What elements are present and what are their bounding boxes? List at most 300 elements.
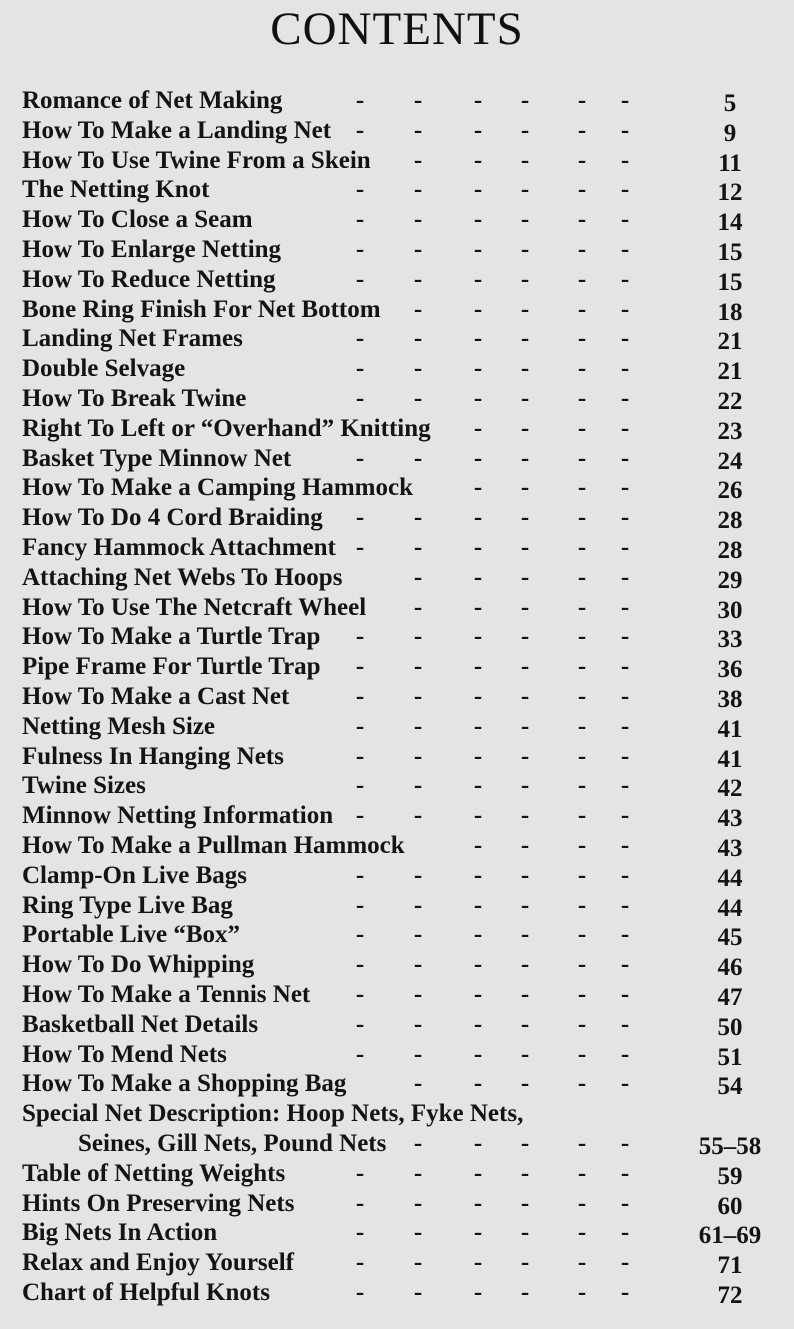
leader-dash: -: [520, 1279, 530, 1306]
leader-dash: -: [520, 1249, 530, 1277]
toc-entry-page-number: 45: [717, 924, 743, 952]
toc-entry: [22, 414, 770, 444]
leader-dash: -: [520, 116, 530, 144]
toc-entry-title: How To Make a Shopping Bag: [22, 1070, 347, 1098]
leader-dash: -: [577, 534, 587, 561]
toc-entry: [22, 1159, 770, 1189]
toc-entry-page-number: 9: [723, 119, 737, 147]
toc-entry: [22, 771, 770, 801]
leader-dash: -: [577, 1040, 587, 1068]
leader-dash: -: [620, 772, 630, 800]
leader-dash: -: [473, 385, 483, 412]
leader-dash: -: [620, 236, 630, 263]
leader-dash: -: [520, 623, 530, 651]
leader-dash: -: [355, 921, 365, 949]
leader-dash: -: [355, 206, 365, 234]
toc-entry: [22, 1099, 770, 1159]
leader-dash: -: [520, 265, 530, 293]
leader-dash: -: [620, 1279, 630, 1306]
toc-entry-page-number: 22: [717, 388, 743, 415]
leader-dash: -: [413, 623, 423, 651]
leader-dashes: [22, 1159, 690, 1189]
leader-dash: -: [577, 772, 587, 800]
toc-entry-title: Double Selvage: [22, 355, 186, 383]
leader-dash: -: [520, 325, 530, 353]
leader-dash: -: [577, 504, 587, 532]
toc-entry-page-number: 72: [717, 1282, 743, 1309]
toc-entry-title: Clamp-On Live Bags: [22, 861, 248, 889]
leader-dash: -: [473, 325, 483, 353]
toc-entry: [22, 175, 770, 205]
leader-dash: -: [473, 683, 483, 710]
leader-dash: -: [620, 146, 630, 174]
toc-entry: [22, 861, 770, 891]
toc-entry: [22, 652, 770, 682]
leader-dashes: [22, 116, 690, 146]
leader-dash: -: [577, 981, 587, 1008]
toc-entry: [22, 1278, 770, 1308]
leader-dash: -: [413, 593, 423, 621]
leader-dash: -: [577, 1249, 587, 1277]
leader-dash: -: [473, 1189, 483, 1217]
leader-dash: -: [577, 921, 587, 949]
toc-entry: [22, 593, 770, 623]
leader-dash: -: [577, 742, 587, 770]
leader-dash: -: [577, 563, 587, 591]
toc-entry-page-number: 14: [717, 209, 743, 237]
leader-dash: -: [355, 951, 365, 979]
leader-dash: -: [413, 534, 423, 561]
leader-dashes: [22, 920, 690, 950]
leader-dash: -: [577, 176, 587, 204]
toc-entry: [22, 265, 770, 295]
toc-entry: [22, 444, 770, 474]
toc-entry: [22, 712, 770, 742]
leader-dash: -: [413, 504, 423, 532]
leader-dash: -: [355, 444, 365, 472]
toc-entry: [22, 116, 770, 146]
toc-entry-page-number: 21: [717, 358, 743, 386]
toc-entry-page-number: 33: [717, 626, 743, 654]
leader-dashes: [22, 980, 690, 1010]
leader-dash: -: [355, 802, 365, 830]
leader-dashes: [22, 1248, 690, 1278]
leader-dash: -: [413, 653, 423, 681]
toc-entry-page-number: 43: [717, 835, 743, 862]
toc-entry-page-number: 43: [717, 805, 743, 833]
leader-dash: -: [520, 1070, 530, 1098]
leader-dash: -: [577, 146, 587, 174]
leader-dash: -: [620, 87, 630, 114]
leader-dash: -: [473, 236, 483, 263]
leader-dash: -: [520, 87, 530, 114]
leader-dash: -: [620, 712, 630, 740]
toc-entry: [22, 1069, 770, 1099]
toc-entry-title: Romance of Net Making: [22, 87, 283, 114]
leader-dash: -: [620, 802, 630, 830]
leader-dash: -: [577, 951, 587, 979]
leader-dash: -: [473, 891, 483, 919]
leader-dash: -: [620, 1189, 630, 1217]
leader-dashes: [22, 742, 690, 772]
leader-dash: -: [577, 593, 587, 621]
leader-dash: -: [355, 1040, 365, 1068]
leader-dash: -: [520, 683, 530, 710]
leader-dash: -: [473, 1279, 483, 1306]
leader-dash: -: [620, 832, 630, 859]
toc-entry-title: Special Net Description: Hoop Nets, Fyke Nets,: [22, 1100, 524, 1128]
toc-entry-title: How To Do Whipping: [22, 951, 255, 979]
leader-dash: -: [413, 87, 423, 114]
leader-dash: -: [520, 1010, 530, 1038]
leader-dashes: [22, 1278, 690, 1308]
leader-dash: -: [577, 861, 587, 889]
leader-dash: -: [620, 742, 630, 770]
leader-dashes: [22, 354, 690, 384]
leader-dash: -: [620, 861, 630, 889]
leader-dash: -: [620, 1249, 630, 1277]
leader-dash: -: [413, 236, 423, 263]
leader-dash: -: [413, 325, 423, 353]
toc-entry-title: Ring Type Live Bag: [22, 891, 233, 919]
leader-dashes: [22, 801, 690, 831]
leader-dash: -: [473, 1159, 483, 1187]
leader-dash: -: [473, 981, 483, 1008]
leader-dash: -: [520, 802, 530, 830]
table-of-contents: [0, 86, 794, 1326]
leader-dash: -: [577, 1279, 587, 1306]
leader-dash: -: [577, 236, 587, 263]
leader-dash: -: [520, 385, 530, 412]
toc-entry-page-number: 42: [717, 775, 743, 803]
leader-dash: -: [620, 593, 630, 621]
leader-dash: -: [620, 534, 630, 561]
leader-dash: -: [520, 444, 530, 472]
leader-dash: -: [413, 1159, 423, 1187]
leader-dash: -: [577, 623, 587, 651]
leader-dashes: [22, 503, 690, 533]
leader-dashes: [22, 235, 690, 265]
leader-dash: -: [355, 265, 365, 293]
toc-entry-title: Basketball Net Details: [22, 1010, 259, 1038]
leader-dash: -: [473, 951, 483, 979]
leader-dash: -: [355, 981, 365, 1008]
toc-entry-page-number: 44: [717, 894, 743, 922]
leader-dash: -: [577, 1130, 587, 1158]
leader-dash: -: [520, 861, 530, 889]
toc-entry-page-number: 41: [717, 745, 743, 773]
toc-entry-title: How To Close a Seam: [22, 206, 253, 234]
leader-dash: -: [413, 1070, 423, 1098]
leader-dashes: [22, 891, 690, 921]
leader-dash: -: [355, 325, 365, 353]
toc-entry: [22, 1040, 770, 1070]
leader-dash: -: [355, 712, 365, 740]
leader-dash: -: [473, 802, 483, 830]
leader-dash: -: [473, 414, 483, 442]
toc-entry: [22, 384, 770, 414]
leader-dash: -: [577, 206, 587, 234]
toc-entry-title: How To Use Twine From a Skein: [22, 146, 371, 174]
leader-dash: -: [520, 146, 530, 174]
leader-dash: -: [473, 772, 483, 800]
leader-dash: -: [355, 534, 365, 561]
toc-entry-page-number: 60: [717, 1192, 743, 1220]
leader-dash: -: [413, 712, 423, 740]
leader-dashes: [22, 1069, 690, 1099]
toc-entry-title: How To Use The Netcraft Wheel: [22, 593, 367, 621]
leader-dash: -: [520, 742, 530, 770]
leader-dash: -: [520, 563, 530, 591]
leader-dash: -: [520, 772, 530, 800]
toc-entry-title: Chart of Helpful Knots: [22, 1279, 270, 1306]
toc-entry: [22, 622, 770, 652]
toc-entry: [22, 682, 770, 712]
leader-dash: -: [620, 116, 630, 144]
leader-dash: -: [520, 236, 530, 263]
leader-dashes: [22, 1218, 690, 1248]
leader-dash: -: [577, 474, 587, 502]
toc-entry-page-number: 50: [717, 1013, 743, 1041]
toc-entry-title: Fancy Hammock Attachment: [22, 534, 336, 561]
leader-dash: -: [577, 116, 587, 144]
leader-dash: -: [413, 861, 423, 889]
leader-dashes: [22, 205, 690, 235]
leader-dash: -: [473, 295, 483, 323]
leader-dash: -: [413, 921, 423, 949]
leader-dash: -: [413, 1040, 423, 1068]
leader-dash: -: [520, 474, 530, 502]
leader-dash: -: [413, 355, 423, 383]
leader-dash: -: [620, 891, 630, 919]
leader-dash: -: [520, 1040, 530, 1068]
toc-entry-page-number: 26: [717, 477, 743, 505]
leader-dash: -: [413, 563, 423, 591]
leader-dash: -: [473, 265, 483, 293]
leader-dash: -: [355, 236, 365, 263]
leader-dashes: [22, 831, 690, 861]
toc-entry-page-number: 5: [723, 90, 737, 117]
toc-entry-page-number: 47: [717, 984, 743, 1011]
leader-dash: -: [620, 474, 630, 502]
leader-dash: -: [577, 385, 587, 412]
leader-dash: -: [473, 563, 483, 591]
toc-entry-page-number: 28: [717, 537, 743, 564]
leader-dash: -: [473, 444, 483, 472]
leader-dash: -: [620, 414, 630, 442]
leader-dashes: [22, 682, 690, 712]
toc-entry-page-number: 51: [717, 1043, 743, 1071]
leader-dashes: [22, 533, 690, 563]
leader-dash: -: [577, 1219, 587, 1247]
toc-entry: [22, 503, 770, 533]
leader-dash: -: [577, 891, 587, 919]
toc-entry-title: How To Make a Landing Net: [22, 116, 332, 144]
leader-dash: -: [473, 1130, 483, 1158]
leader-dash: -: [620, 563, 630, 591]
leader-dash: -: [520, 534, 530, 561]
leader-dash: -: [620, 504, 630, 532]
leader-dash: -: [355, 1279, 365, 1306]
leader-dashes: [22, 712, 690, 742]
leader-dash: -: [620, 444, 630, 472]
leader-dash: -: [355, 355, 365, 383]
leader-dash: -: [355, 623, 365, 651]
leader-dashes: [22, 473, 690, 503]
leader-dash: -: [413, 444, 423, 472]
leader-dash: -: [520, 832, 530, 859]
leader-dash: -: [577, 832, 587, 859]
leader-dash: -: [473, 87, 483, 114]
toc-entry: [22, 1218, 770, 1248]
leader-dash: -: [620, 951, 630, 979]
leader-dash: -: [413, 1189, 423, 1217]
toc-entry-title: Big Nets In Action: [22, 1219, 218, 1247]
leader-dashes: [22, 175, 690, 205]
leader-dash: -: [520, 206, 530, 234]
leader-dash: -: [355, 653, 365, 681]
toc-entry-title: Twine Sizes: [22, 772, 146, 800]
toc-entry: [22, 1010, 770, 1040]
leader-dash: -: [520, 295, 530, 323]
leader-dashes: [22, 771, 690, 801]
toc-entry-page-number: 12: [717, 179, 743, 207]
toc-entry-page-number: 11: [718, 149, 742, 177]
toc-entry-title: Pipe Frame For Turtle Trap: [22, 653, 321, 681]
toc-entry: [22, 1189, 770, 1219]
leader-dash: -: [620, 265, 630, 293]
toc-entry-title: How To Make a Turtle Trap: [22, 623, 321, 651]
leader-dashes: [22, 324, 690, 354]
toc-entry: [22, 831, 770, 861]
leader-dash: -: [620, 1010, 630, 1038]
toc-entry-page-number: 30: [717, 596, 743, 624]
leader-dash: -: [577, 444, 587, 472]
leader-dash: -: [620, 1219, 630, 1247]
toc-entry-title: How To Do 4 Cord Braiding: [22, 504, 323, 532]
toc-entry-title: Hints On Preserving Nets: [22, 1189, 295, 1217]
toc-entry: [22, 533, 770, 563]
toc-entry: [22, 324, 770, 354]
leader-dash: -: [473, 355, 483, 383]
leader-dashes: [22, 265, 690, 295]
leader-dash: -: [413, 295, 423, 323]
leader-dash: -: [577, 1010, 587, 1038]
toc-entry-title-continued: Seines, Gill Nets, Pound Nets: [78, 1130, 387, 1158]
leader-dash: -: [473, 1249, 483, 1277]
toc-entry-title: The Netting Knot: [22, 176, 210, 204]
toc-entry-title: How To Enlarge Netting: [22, 236, 282, 263]
toc-entry-title: Netting Mesh Size: [22, 712, 216, 740]
leader-dash: -: [473, 861, 483, 889]
page-title: CONTENTS: [270, 3, 524, 55]
toc-entry-title: Minnow Netting Information: [22, 802, 334, 830]
toc-entry-page-number: 55–58: [698, 1133, 762, 1161]
leader-dash: -: [355, 1189, 365, 1217]
toc-entry-page-number: 18: [717, 298, 743, 326]
leader-dash: -: [577, 683, 587, 710]
leader-dash: -: [520, 1189, 530, 1217]
leader-dash: -: [520, 504, 530, 532]
toc-entry: [22, 295, 770, 325]
leader-dashes: [22, 652, 690, 682]
leader-dash: -: [620, 981, 630, 1008]
leader-dash: -: [473, 832, 483, 859]
leader-dashes: [22, 146, 690, 176]
leader-dash: -: [520, 593, 530, 621]
leader-dash: -: [520, 414, 530, 442]
leader-dash: -: [520, 981, 530, 1008]
toc-entry: [22, 801, 770, 831]
leader-dash: -: [520, 653, 530, 681]
toc-entry-title: Basket Type Minnow Net: [22, 444, 292, 472]
leader-dash: -: [520, 1219, 530, 1247]
toc-entry-title: How To Make a Tennis Net: [22, 981, 311, 1008]
leader-dashes: [22, 1010, 690, 1040]
leader-dash: -: [520, 951, 530, 979]
leader-dash: -: [473, 653, 483, 681]
leader-dash: -: [413, 146, 423, 174]
toc-entry: [22, 980, 770, 1010]
leader-dash: -: [473, 504, 483, 532]
leader-dash: -: [577, 325, 587, 353]
leader-dash: -: [413, 1219, 423, 1247]
leader-dash: -: [413, 1249, 423, 1277]
leader-dashes: [22, 86, 690, 116]
toc-entry-title: How To Break Twine: [22, 385, 247, 412]
leader-dash: -: [413, 1130, 423, 1158]
toc-entry: [22, 742, 770, 772]
leader-dash: -: [520, 355, 530, 383]
leader-dash: -: [620, 1159, 630, 1187]
leader-dash: -: [620, 921, 630, 949]
leader-dash: -: [355, 176, 365, 204]
leader-dash: -: [473, 534, 483, 561]
toc-entry-title: Fulness In Hanging Nets: [22, 742, 284, 770]
toc-entry: [22, 146, 770, 176]
toc-entry-page-number: 21: [717, 328, 743, 356]
leader-dash: -: [473, 1010, 483, 1038]
leader-dash: -: [355, 1219, 365, 1247]
leader-dash: -: [413, 981, 423, 1008]
toc-entry-page-number: 41: [717, 715, 743, 743]
leader-dash: -: [473, 742, 483, 770]
leader-dash: -: [473, 593, 483, 621]
toc-entry-title: Right To Left or “Overhand” Knitting: [22, 414, 431, 442]
toc-entry-page-number: 29: [717, 566, 743, 594]
leader-dash: -: [473, 206, 483, 234]
leader-dashes: [22, 950, 690, 980]
toc-entry: [22, 950, 770, 980]
toc-entry: [22, 86, 770, 116]
leader-dash: -: [473, 1070, 483, 1098]
leader-dash: -: [355, 683, 365, 710]
leader-dash: -: [577, 87, 587, 114]
leader-dash: -: [413, 385, 423, 412]
leader-dash: -: [355, 1249, 365, 1277]
toc-entry-title: Landing Net Frames: [22, 325, 243, 353]
leader-dash: -: [520, 891, 530, 919]
leader-dash: -: [577, 295, 587, 323]
leader-dash: -: [620, 1070, 630, 1098]
leader-dash: -: [473, 712, 483, 740]
leader-dash: -: [413, 891, 423, 919]
toc-entry-page-number: 24: [717, 447, 743, 475]
leader-dash: -: [355, 1010, 365, 1038]
leader-dash: -: [577, 1070, 587, 1098]
toc-entry-title: How To Mend Nets: [22, 1040, 227, 1068]
leader-dash: -: [473, 176, 483, 204]
